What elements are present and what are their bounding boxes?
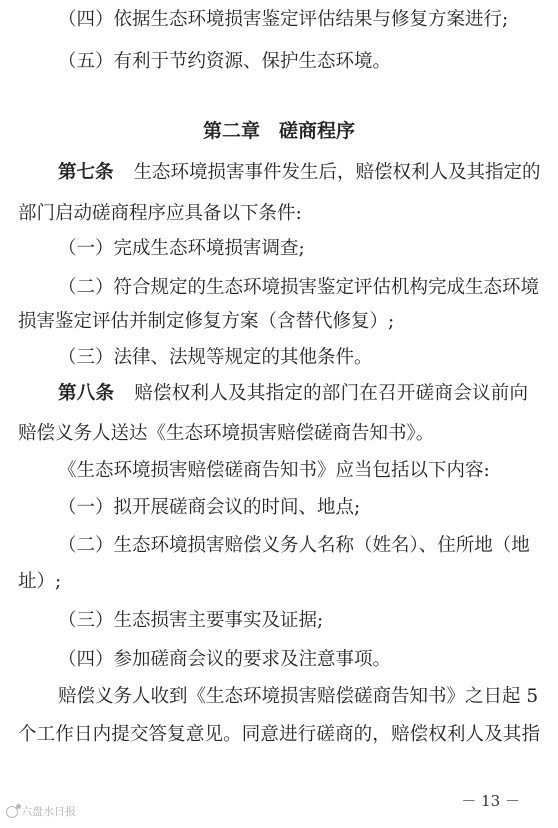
article-7-line-1 [58,161,541,185]
watermark [6,805,76,819]
article-8-item-1: （一）拟开展磋商会议的时间、地点; [58,497,361,518]
watermark-text: 六盘水日报 [21,805,76,818]
article-8-item-3: （三）生态损害主要事实及证据; [58,610,324,631]
article-7-item-1: （一）完成生态环境损害调查; [58,238,305,259]
article-8-notice-line: 《生态环境损害赔偿磋商告知书》应当包括以下内容: [58,460,490,481]
article-7-item-2-line-1: （二）符合规定的生态环境损害鉴定评估机构完成生态环境 [58,277,540,298]
article-8-line-2: 赔偿义务人送达《生态环境损害赔偿磋商告知书》。 [18,423,435,444]
article-8-label: 第八条 [58,383,115,404]
item-four-line: （四）依据生态环境损害鉴定评估结果与修复方案进行; [58,9,509,30]
article-8-item-2-line-1: （二）生态环境损害赔偿义务人名称（姓名）、住所地（地 [58,535,530,556]
article-7-label: 第七条 [58,162,114,183]
article-8-item-2-line-2: 址）; [18,571,62,592]
article-7-line-2: 部门启动磋商程序应具备以下条件: [18,203,302,224]
article-7-item-2-line-2: 损害鉴定评估并制定修复方案（含替代修复）; [18,311,395,332]
page-number: － 13 － [461,792,520,810]
item-five-line: （五）有利于节约资源、保护生态环境。 [58,51,392,72]
article-7-text-1: 生态环境损害事件发生后，赔偿权利人及其指定的 [133,162,541,183]
article-8-item-4: （四）参加磋商会议的要求及注意事项。 [58,649,392,670]
watermark-logo-icon [6,806,18,818]
article-7-item-3: （三）法律、法规等规定的其他条件。 [58,347,373,368]
article-8-last-line-2: 个工作日内提交答复意见。同意进行磋商的，赔偿权利人及其指 [18,724,540,745]
article-8-line-1 [58,382,528,406]
article-8-text-1: 赔偿权利人及其指定的部门在召开磋商会议前向 [134,383,528,404]
article-8-last-line-1: 赔偿义务人收到《生态环境损害赔偿磋商告知书》之日起 5 [58,686,539,707]
chapter-title: 第二章 磋商程序 [202,120,355,142]
